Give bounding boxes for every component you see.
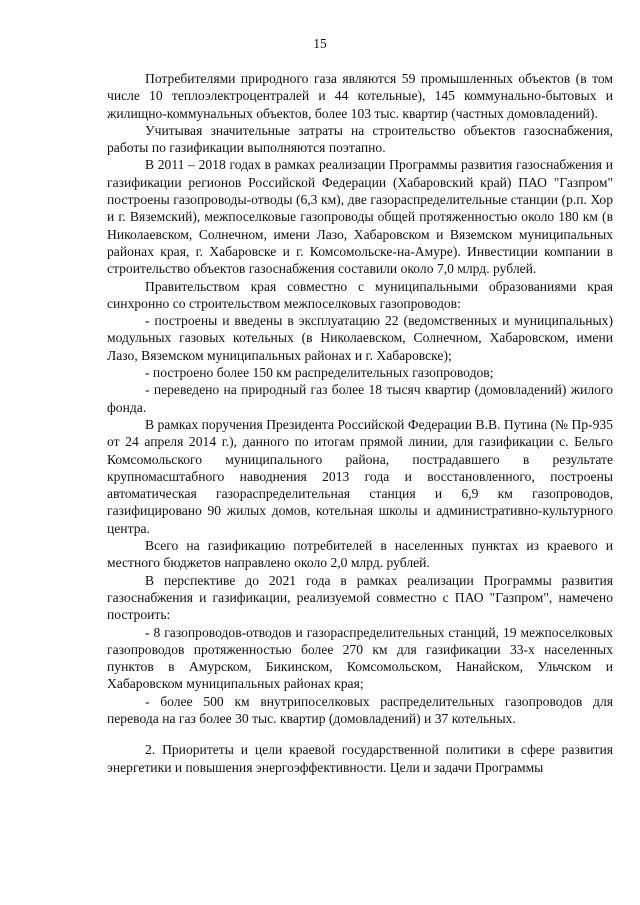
section-heading-text: 2. Приоритеты и цели краевой государственной политики в сфере развития энергетики и повышения энергоэффективности. [107,742,613,775]
section-heading-continuation: Цели и задачи Программы [389,759,544,775]
document-body [107,70,613,776]
paragraph-gas-consumers: Потребителями природного газа являются 59 промышленных объектов (в том числе 10 теплоэлектроцентралей и 44 котельные), 145 коммунально-бытовых и жилищно-коммунальных объектов, более 103 тыс. квартир (частных домовладений). [107,71,613,121]
paragraph-gazprom-program-2011-2018: В 2011 – 2018 годах в рамках реализации Программы развития газоснабжения и газификации регионов Российской Федерации (Хабаровский край) ПАО "Газпром" построены газопроводы-отводы (6,3 км), две газораспределительные станции (р.п. Хор и г. Вяземский), межпоселковые газопроводы общей протяженностью около 180 км (в Николаевском, Солнечном, имени Лазо, Хабаровском и Вяземском муниципальных районах края, г. Хабаровске и г. Комсомольске-на-Амуре). Инвестиции компании в строительство объектов газоснабжения составили около 7,0 млрд. рублей. [107,157,613,277]
list-item-planned-distribution: - более 500 км внутрипоселковых распределительных газопроводов для перевода на газ более 30 тыс. квартир (домовладений) и 37 котельных. [107,693,613,726]
list-item-distribution-pipelines: - построено более 150 км распределительных газопроводов; [145,365,494,381]
paragraph-budget-total: Всего на газификацию потребителей в населенных пунктах из краевого и местного бюджетов направлено около 2,0 млрд. рублей. [107,538,613,571]
list-item-apartments-converted: - переведено на природный газ более 18 тысяч квартир (домовладений) жилого фонда. [107,382,613,415]
paragraph-staged-gasification: Учитывая значительные затраты на строительство объектов газоснабжения, работы по газификации выполняются поэтапно. [107,122,613,156]
list-item-boiler-houses: - построены и введены в эксплуатацию 22 (ведомственных и муниципальных) модульных газовых котельных (в Николаевском, Солнечном, Хабаровском, имени Лазо, Вяземском муниципальных районах и г. Хабаровске); [107,313,613,363]
paragraph-presidential-instruction: В рамках поручения Президента Российской Федерации В.В. Путина (№ Пр-935 от 24 апреля 2014 г.), данного по итогам прямой линии, для газификации с. Бельго Комсомольского муниципального района, пострадавшего в результате крупномасштабного наводнения 2013 года и восстановленного, построены автоматическая газораспределительная станция и 6,9 км газопроводов, газифицировано 90 жилых домов, котельная школы и административно-культурного центра. [107,416,613,536]
paragraph-outlook-2021: В перспективе до 2021 года в рамках реализации Программы развития газоснабжения и газификации, реализуемой совместно с ПАО "Газпром", намечено построить: [107,572,613,623]
paragraph-regional-government-actions: Правительством края совместно с муниципальными образованиями края синхронно со строительством межпоселковых газопроводов: [107,278,613,311]
section-heading [107,741,613,776]
page-number: 15 [313,36,327,51]
list-item-planned-pipelines: - 8 газопроводов-отводов и газораспределительных станций, 19 межпоселковых газопроводов протяженностью более 270 км для газификации 33-х населенных пунктов в Амурском, Бикинском, Комсомольском, Нанайском, Ульчском и Хабаровском муниципальных районах края; [107,624,613,692]
